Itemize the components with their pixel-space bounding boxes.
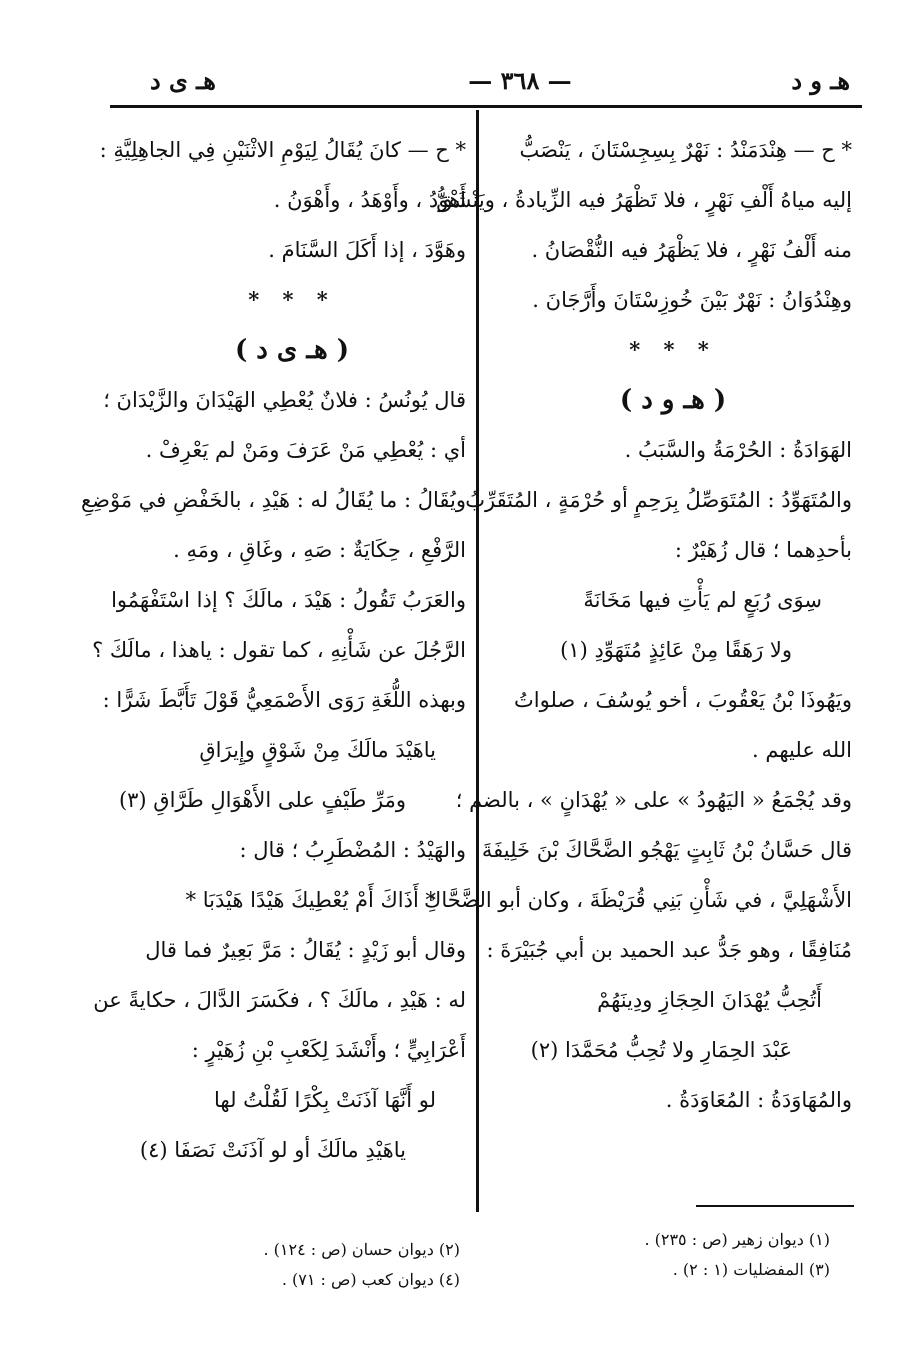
- section-separator: * * *: [629, 337, 717, 362]
- section-separator: * * *: [248, 287, 336, 312]
- text-line: وهِنْدُوَانُ : نَهْرٌ بَيْنَ خُوزِسْتَانَ وأَرَّجَانَ .: [532, 288, 852, 312]
- text-line: منه أَلْفُ نَهْرٍ ، فلا يَظْهَرُ فيه النُّقْصَانُ .: [531, 238, 852, 262]
- text-line: وقال أبو زَيْدٍ : يُقَالُ : مَرَّ بَعِيرٌ فما قال: [145, 938, 466, 962]
- text-line: مُنَافِقًا ، وهو جَدُّ عبد الحميد بن أبي جُبَيْرَةَ :: [486, 938, 852, 962]
- text-line: والمُهَاوَدَةُ : المُعَاوَدَةُ .: [665, 1088, 852, 1112]
- verse-line: ياهَيْدَ مالَكَ مِنْ شَوْقٍ وإِيرَاقِ: [199, 738, 436, 762]
- footnote: (١) ديوان زهير (ص : ٢٣٥) .: [644, 1230, 830, 1249]
- footnote-rule: [696, 1205, 854, 1207]
- right-column: [424, 125, 852, 1125]
- text-line: الأَشْهَلِيَّ ، في شَأْنِ بَنِي قُرَيْظَةَ ، وكان أبو الضَّحَّاكِ: [424, 888, 852, 912]
- text-line: وقد يُجْمَعُ « اليَهُودُ » على « يُهْدَانٍ » ، بالضم ؛: [455, 788, 852, 812]
- text-line: الرَّفْعِ ، حِكَايَةٌ : صَهِ ، وغَاقِ ، ومَهِ .: [173, 538, 466, 562]
- text-line: والهَيْدُ : المُضْطَرِبُ ؛ قال :: [239, 838, 466, 862]
- text-line: أي : يُعْطِي مَنْ عَرَفَ ومَنْ لم يَعْرِفْ .: [145, 438, 466, 462]
- root-heading-hwd: ( هـ و د ): [619, 385, 727, 415]
- footnotes-right: [520, 1225, 830, 1285]
- text-line: قال يُونُسُ : فلانٌ يُعْطِي الهَيْدَانَ والزَّيْدَانَ ؛: [103, 388, 466, 412]
- root-heading-hyd: ( هـ ى د ): [234, 335, 350, 365]
- verse-line: ولا رَهَقًا مِنْ عَائِذٍ مُتَهَوِّدِ (١): [560, 638, 792, 662]
- text-line: الهَوَادَةُ : الحُرْمَةُ والسَّبَبُ .: [624, 438, 852, 462]
- verse-line: لو أَنَّهَا آذَنَتْ بِكْرًا لَقُلْتُ لها: [214, 1088, 436, 1112]
- verse-line: ومَرِّ طَيْفٍ على الأَهْوَالِ طَرَّاقِ (٣): [118, 788, 406, 812]
- text-line: بأحدِهما ؛ قال زُهَيْرٌ :: [674, 538, 852, 562]
- text-line: له : هَيْدِ ، مالَكَ ؟ ، فكَسَرَ الدَّالَ ، حكايةً عن: [93, 988, 466, 1012]
- footnote: (٤) ديوان كعب (ص : ٧١) .: [281, 1270, 460, 1289]
- column-divider: [476, 110, 479, 1212]
- verse-line: سِوَى رُبَعٍ لم يَأْتِ فيها مَخَانَةً: [583, 588, 822, 612]
- footnote: (٣) المفضليات (١ : ٢) .: [672, 1260, 830, 1279]
- right-root-heading: هـ و د: [791, 66, 850, 95]
- left-root-heading: هـ ى د: [150, 66, 216, 95]
- text-line: ويَهُوذَا بْنُ يَعْقُوبَ ، أخو يُوسُفَ ، صلواتُ: [514, 688, 852, 712]
- text-line: إليه مياهُ أَلْفِ نَهْرٍ ، فلا تَظْهَرُ فيه الزِّيادةُ ، ويَنْشَقُّ: [436, 188, 852, 212]
- text-line: قال حَسَّانُ بْنُ ثَابِتٍ يَهْجُو الضَّحَّاكَ بْنَ خَلِيفَةَ: [481, 838, 852, 862]
- text-line: والعَرَبُ تَقُولُ : هَيْدَ ، مالَكَ ؟ إذا اسْتَفْهَمُوا: [111, 588, 466, 612]
- header-rule: [110, 105, 862, 108]
- text-line: والمُتَهَوِّدُ : المُتَوَصِّلُ بِرَحِمٍ أو حُرْمَةٍ ، المُتَقَرِّبُ: [465, 488, 852, 512]
- text-line: * ح — كانَ يُقَالُ لِيَوْمِ الاثْنَيْنِ فِي الجاهِلِيَّةِ :: [99, 138, 466, 162]
- text-line: أَعْرَابِيٍّ ؛ وأَنْشَدَ لِكَعْبِ بْنِ زُهَيْرٍ :: [191, 1038, 466, 1062]
- text-line: وهَوَّدَ ، إذا أَكَلَ السَّنَامَ .: [268, 238, 466, 262]
- verse-line: عَبْدَ الحِمَارِ ولا تُحِبُّ مُحَمَّدَا (٢): [530, 1038, 792, 1062]
- footnotes-left: [140, 1235, 460, 1295]
- text-line: الرَّجُلَ عن شَأْنِهِ ، كما تقول : ياهذا ، مالَكَ ؟: [92, 638, 466, 662]
- text-line: ويُقَالُ : ما يُقَالُ له : هَيْدِ ، بالخَفْضِ في مَوْضِعِ: [80, 488, 466, 512]
- page-number: — ٣٦٨ —: [468, 66, 572, 95]
- text-line: الله عليهم .: [752, 738, 852, 762]
- running-header: [110, 62, 860, 102]
- text-line: * ح — هِنْدَمَنْدُ : نَهْرٌ بِسِجِسْتَانَ ، يَنْصَبُّ: [519, 138, 852, 162]
- text-line: وبهذه اللُّغَةِ رَوَى الأَصْمَعِيُّ قَوْلَ تَأَبَّطَ شَرًّا :: [102, 688, 466, 712]
- verse-line: * أَذَاكَ أَمْ يُعْطِيكَ هَيْدًا هَيْدَبَا *: [185, 888, 436, 912]
- text-line: أَهْوَدُ ، وأَوْهَدُ ، وأَهْوَنُ .: [273, 188, 466, 212]
- footnote: (٢) ديوان حسان (ص : ١٢٤) .: [263, 1240, 460, 1259]
- verse-line: أَتُحِبُّ يُهْدَانَ الحِجَازِ ودِينَهُمْ: [597, 988, 822, 1012]
- verse-line: ياهَيْدِ مالَكَ أو لو آذَنَتْ نَصَفَا (٤): [139, 1138, 406, 1162]
- left-column: [80, 125, 466, 1175]
